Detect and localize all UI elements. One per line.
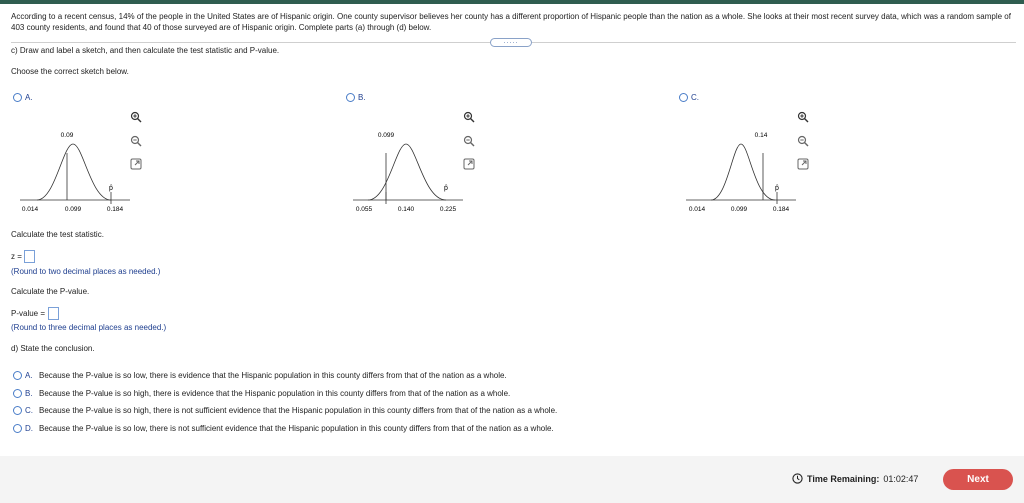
pvalue-input-row <box>11 307 59 320</box>
radio-button[interactable] <box>679 93 688 102</box>
radio-button[interactable] <box>13 424 22 433</box>
pvalue-label: Calculate the P-value. <box>11 287 90 296</box>
peak-label: 0.099 <box>377 132 395 139</box>
axis-tick: 0.184 <box>106 206 124 213</box>
top-accent-bar <box>0 0 1024 4</box>
p-hat-marker: p̂ <box>109 185 113 192</box>
axis-tick: 0.055 <box>355 206 373 213</box>
zoom-in-icon[interactable] <box>130 111 142 123</box>
axis-tick: 0.099 <box>64 206 82 213</box>
part-c-instruction: c) Draw and label a sketch, and then calculate the test statistic and P-value. <box>11 46 280 55</box>
pop-out-icon[interactable] <box>797 158 809 170</box>
z-answer-input[interactable] <box>24 250 35 263</box>
pvalue-answer-input[interactable] <box>48 307 59 320</box>
z-input-row <box>11 250 35 263</box>
conclusion-option-d[interactable]: D. Because the P-value is so low, there is not sufficient evidence that the Hispanic population in this county differs from that of the nation as a whole. <box>13 424 554 434</box>
radio-button[interactable] <box>13 371 22 380</box>
test-stat-label: Calculate the test statistic. <box>11 230 104 239</box>
radio-button[interactable] <box>13 406 22 415</box>
conclusion-option-a[interactable]: A. Because the P-value is so low, there is evidence that the Hispanic population in this county differs from that of the nation as a whole. <box>13 371 507 381</box>
axis-tick: 0.014 <box>688 206 706 213</box>
axis-tick: 0.099 <box>730 206 748 213</box>
timer-value: 01:02:47 <box>883 473 919 484</box>
sketch-b <box>348 104 498 222</box>
z-rounding-hint: (Round to two decimal places as needed.) <box>11 267 161 276</box>
part-d-label: d) State the conclusion. <box>11 344 95 353</box>
zoom-in-icon[interactable] <box>797 111 809 123</box>
conclusion-option-c[interactable]: C. Because the P-value is so high, there is not sufficient evidence that the Hispanic population in this county differs from that of the nation as a whole. <box>13 406 557 416</box>
time-remaining <box>792 473 918 484</box>
axis-tick: 0.014 <box>21 206 39 213</box>
pop-out-icon[interactable] <box>130 158 142 170</box>
zoom-in-icon[interactable] <box>463 111 475 123</box>
axis-tick: 0.184 <box>772 206 790 213</box>
sketch-option-c[interactable]: C. <box>679 93 699 102</box>
normal-curve-sketch-a <box>15 104 165 222</box>
sketch-option-a[interactable]: A. <box>13 93 33 102</box>
radio-button[interactable] <box>13 389 22 398</box>
p-hat-marker: p̂ <box>775 185 779 192</box>
conclusion-option-b[interactable]: B. Because the P-value is so high, there is evidence that the Hispanic population in this county differs from that of the nation as a whole. <box>13 389 510 399</box>
normal-curve-sketch-b <box>348 104 498 222</box>
zoom-out-icon[interactable] <box>463 135 475 147</box>
problem-statement: According to a recent census, 14% of the people in the United States are of Hispanic origin. One county supervisor believes her county has a different proportion of Hispanic people than the nation as a whole. She looks at their most recent survey data, which was a random sample of 403 county residents, and found that 40 of those surveyed are of Hispanic origin. Complete parts (a) through (d) below. <box>11 12 1011 32</box>
p-hat-marker: p̂ <box>444 185 448 192</box>
radio-button[interactable] <box>346 93 355 102</box>
zoom-out-icon[interactable] <box>130 135 142 147</box>
sketch-a <box>15 104 165 222</box>
pop-out-icon[interactable] <box>463 158 475 170</box>
pvalue-prefix: P-value = <box>11 308 46 318</box>
timer-label: Time Remaining: <box>807 473 880 484</box>
axis-tick: 0.140 <box>397 206 415 213</box>
z-prefix: z = <box>11 251 22 261</box>
peak-label: 0.09 <box>60 132 74 139</box>
expand-more-button[interactable]: ..... <box>490 38 532 47</box>
next-button[interactable]: Next <box>943 469 1013 490</box>
axis-tick: 0.225 <box>439 206 457 213</box>
clock-icon <box>792 473 803 484</box>
sketch-option-b[interactable]: B. <box>346 93 366 102</box>
pvalue-rounding-hint: (Round to three decimal places as needed.) <box>11 323 167 332</box>
peak-label: 0.14 <box>754 132 768 139</box>
radio-button[interactable] <box>13 93 22 102</box>
zoom-out-icon[interactable] <box>797 135 809 147</box>
choose-sketch-label: Choose the correct sketch below. <box>11 67 129 76</box>
